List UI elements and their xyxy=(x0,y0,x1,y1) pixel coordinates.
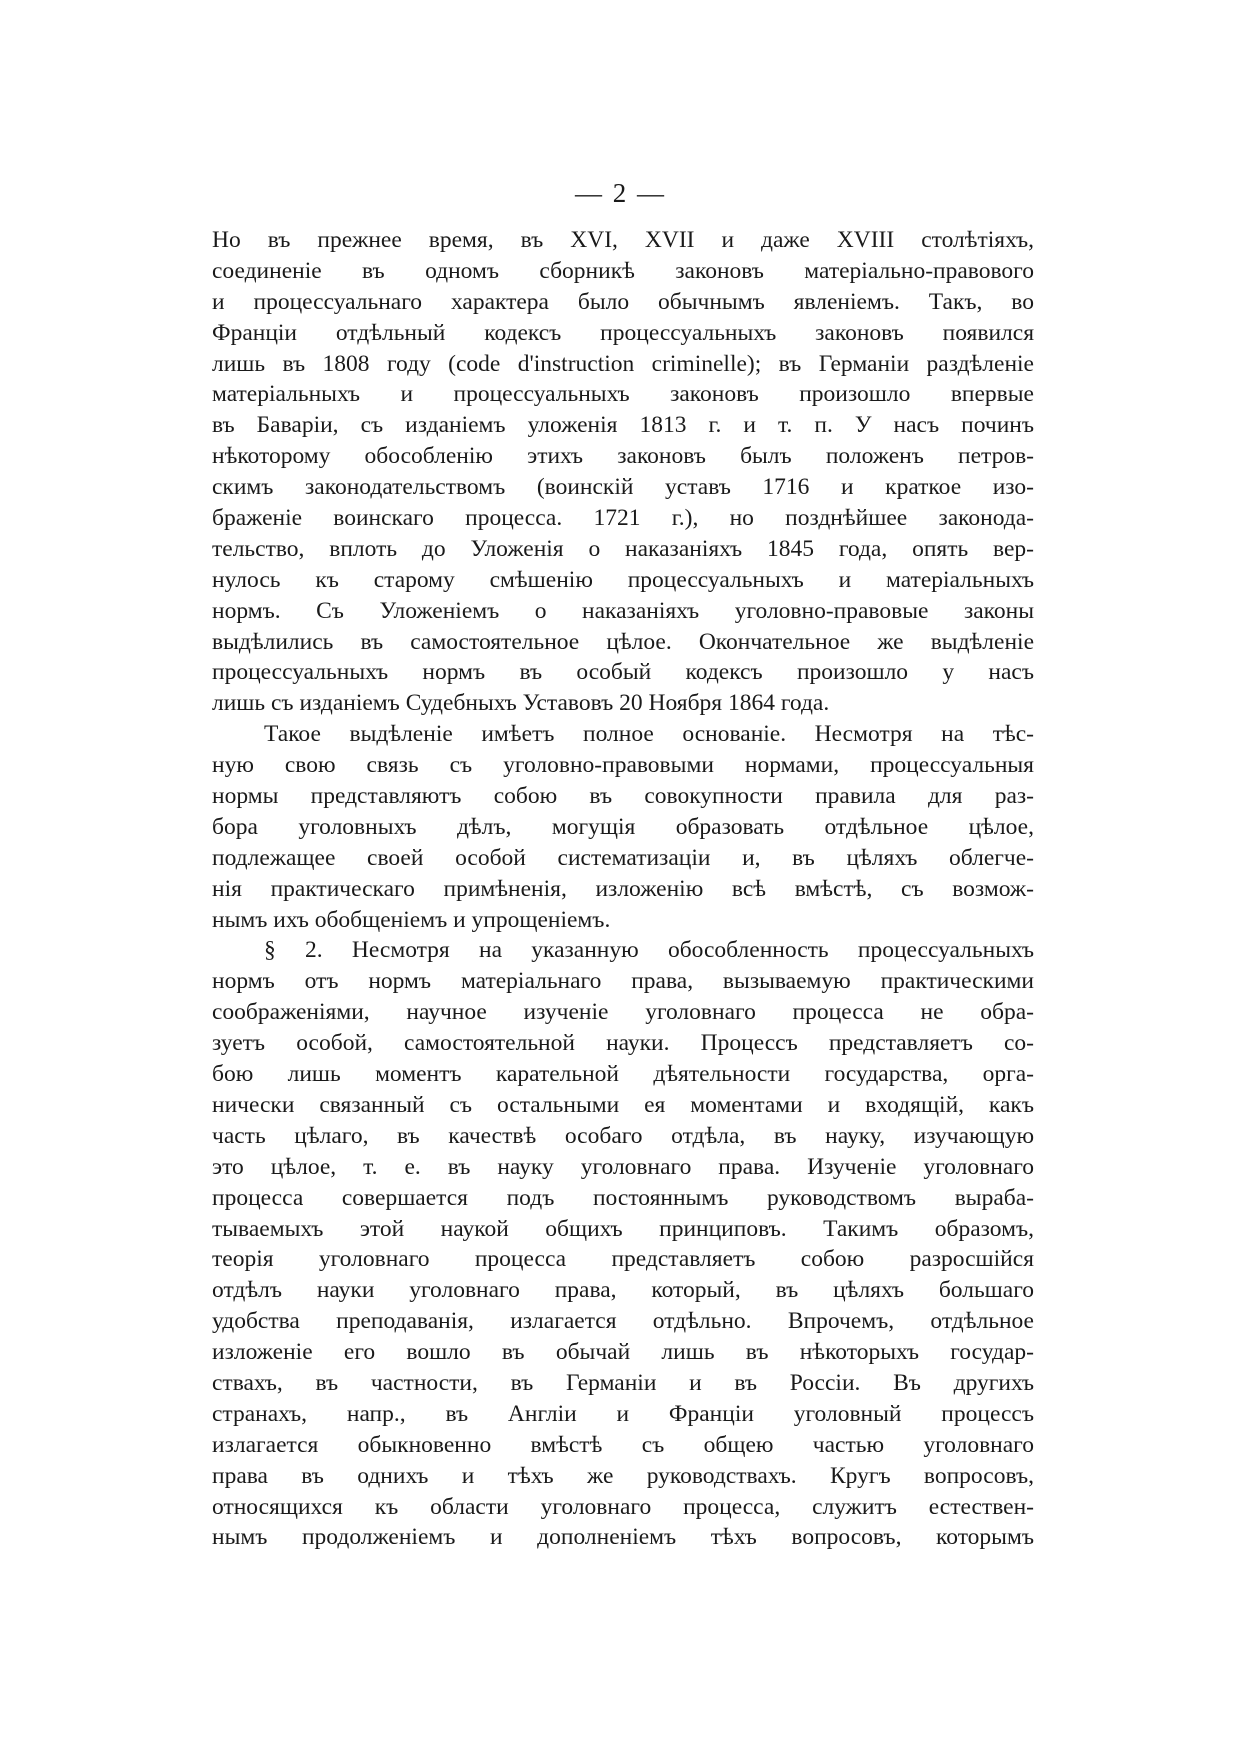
text-line: бою лишь моментъ карательной дѣятельности государства, орга- xyxy=(212,1061,1034,1088)
text-line: ную свою связь съ уголовно-правовыми нормами, процессуальныя xyxy=(212,752,1034,779)
text-line: и процессуальнаго характера было обычнымъ явленіемъ. Такъ, во xyxy=(212,288,1034,315)
text-line: лишь въ 1808 году (code d'instruction criminelle); въ Германіи раздѣленіе xyxy=(212,350,1034,377)
text-line: соединеніе въ одномъ сборникѣ законовъ матеріально-правового xyxy=(212,257,1034,284)
text-line: нически связанный съ остальными ея моментами и входящій, какъ xyxy=(212,1091,1034,1118)
text-line: теорія уголовнаго процесса представляетъ собою разросшійся xyxy=(212,1246,1034,1273)
text-line: въ Баваріи, съ изданіемъ уложенія 1813 г. и т. п. У насъ починъ xyxy=(212,412,1034,439)
text-line: часть цѣлаго, въ качествѣ особаго отдѣла, въ науку, изучающую xyxy=(212,1122,1034,1149)
text-line: нормъ. Съ Уложеніемъ о наказаніяхъ уголовно-правовые законы xyxy=(212,597,1034,624)
text-line: излагается обыкновенно вмѣстѣ съ общею частью уголовнаго xyxy=(212,1431,1034,1458)
text-line: нулось къ старому смѣшенію процессуальныхъ и матеріальныхъ xyxy=(212,566,1034,593)
text-line: нымъ ихъ обобщеніемъ и упрощеніемъ. xyxy=(212,906,611,933)
text-line: ствахъ, въ частности, въ Германіи и въ Россіи. Въ другихъ xyxy=(212,1369,1034,1396)
text-line: странахъ, напр., въ Англіи и Франціи уголовный процессъ xyxy=(212,1400,1034,1427)
paragraph xyxy=(212,225,1034,719)
text-line: нѣкоторому обособленію этихъ законовъ былъ положенъ петров- xyxy=(212,443,1034,470)
text-line: Такое выдѣленіе имѣетъ полное основаніе. Несмотря на тѣс- xyxy=(264,721,1034,748)
text-line: выдѣлились въ самостоятельное цѣлое. Окончательное же выдѣленіе xyxy=(212,628,1034,655)
text-line: изложеніе его вошло въ обычай лишь въ нѣкоторыхъ государ- xyxy=(212,1339,1034,1366)
text-line: скимъ законодательствомъ (воинскій уставъ 1716 и краткое изо- xyxy=(212,474,1034,501)
text-line: процессуальныхъ нормъ въ особый кодексъ произошло у насъ xyxy=(212,659,1034,686)
text-line: это цѣлое, т. е. въ науку уголовнаго права. Изученіе уголовнаго xyxy=(212,1153,1034,1180)
text-line: процесса совершается подъ постояннымъ руководствомъ выраба- xyxy=(212,1184,1034,1211)
text-line: Но въ прежнее время, въ XVI, XVII и даже XVIII столѣтіяхъ, xyxy=(212,227,1034,253)
text-line: нормъ отъ нормъ матеріальнаго права, вызываемую практическими xyxy=(212,968,1034,995)
text-line: тельство, вплоть до Уложенія о наказаніяхъ 1845 года, опять вер- xyxy=(212,535,1034,562)
text-line: соображеніями, научное изученіе уголовнаго процесса не обра- xyxy=(212,999,1034,1026)
text-line: удобства преподаванія, излагается отдѣльно. Впрочемъ, отдѣльное xyxy=(212,1308,1034,1335)
text-line: тываемыхъ этой наукой общихъ принциповъ. Такимъ образомъ, xyxy=(212,1215,1034,1242)
text-line: лишь съ изданіемъ Судебныхъ Уставовъ 20 Ноября 1864 года. xyxy=(212,690,830,717)
text-line: права въ однихъ и тѣхъ же руководствахъ. Кругъ вопросовъ, xyxy=(212,1462,1034,1489)
text-line: нормы представляютъ собою въ совокупности правила для раз- xyxy=(212,783,1034,810)
text-line: зуетъ особой, самостоятельной науки. Процессъ представляетъ со- xyxy=(212,1030,1034,1057)
text-line: матеріальныхъ и процессуальныхъ законовъ произошло впервые xyxy=(212,381,1034,408)
text-line: Франціи отдѣльный кодексъ процессуальныхъ законовъ появился xyxy=(212,319,1034,346)
text-line: браженіе воинскаго процесса. 1721 г.), но позднѣйшее законода- xyxy=(212,505,1034,532)
text-line: нія практическаго примѣненія, изложенію всѣ вмѣстѣ, съ возмож- xyxy=(212,875,1034,902)
text-line: подлежащее своей особой систематизаціи и, въ цѣляхъ облегче- xyxy=(212,844,1034,871)
text-line: относящихся къ области уголовнаго процесса, служитъ естествен- xyxy=(212,1493,1034,1520)
text-line: отдѣлъ науки уголовнаго права, который, въ цѣляхъ большаго xyxy=(212,1277,1034,1304)
text-line: § 2. Несмотря на указанную обособленность процессуальныхъ xyxy=(264,937,1034,964)
page-number: — 2 — xyxy=(575,178,666,208)
paragraph xyxy=(212,935,1034,1553)
paragraph xyxy=(212,719,1034,935)
body-text xyxy=(212,225,1034,1553)
text-line: бора уголовныхъ дѣлъ, могущія образовать отдѣльное цѣлое, xyxy=(212,813,1034,840)
text-line: нымъ продолженіемъ и дополненіемъ тѣхъ вопросовъ, которымъ xyxy=(212,1524,1034,1551)
